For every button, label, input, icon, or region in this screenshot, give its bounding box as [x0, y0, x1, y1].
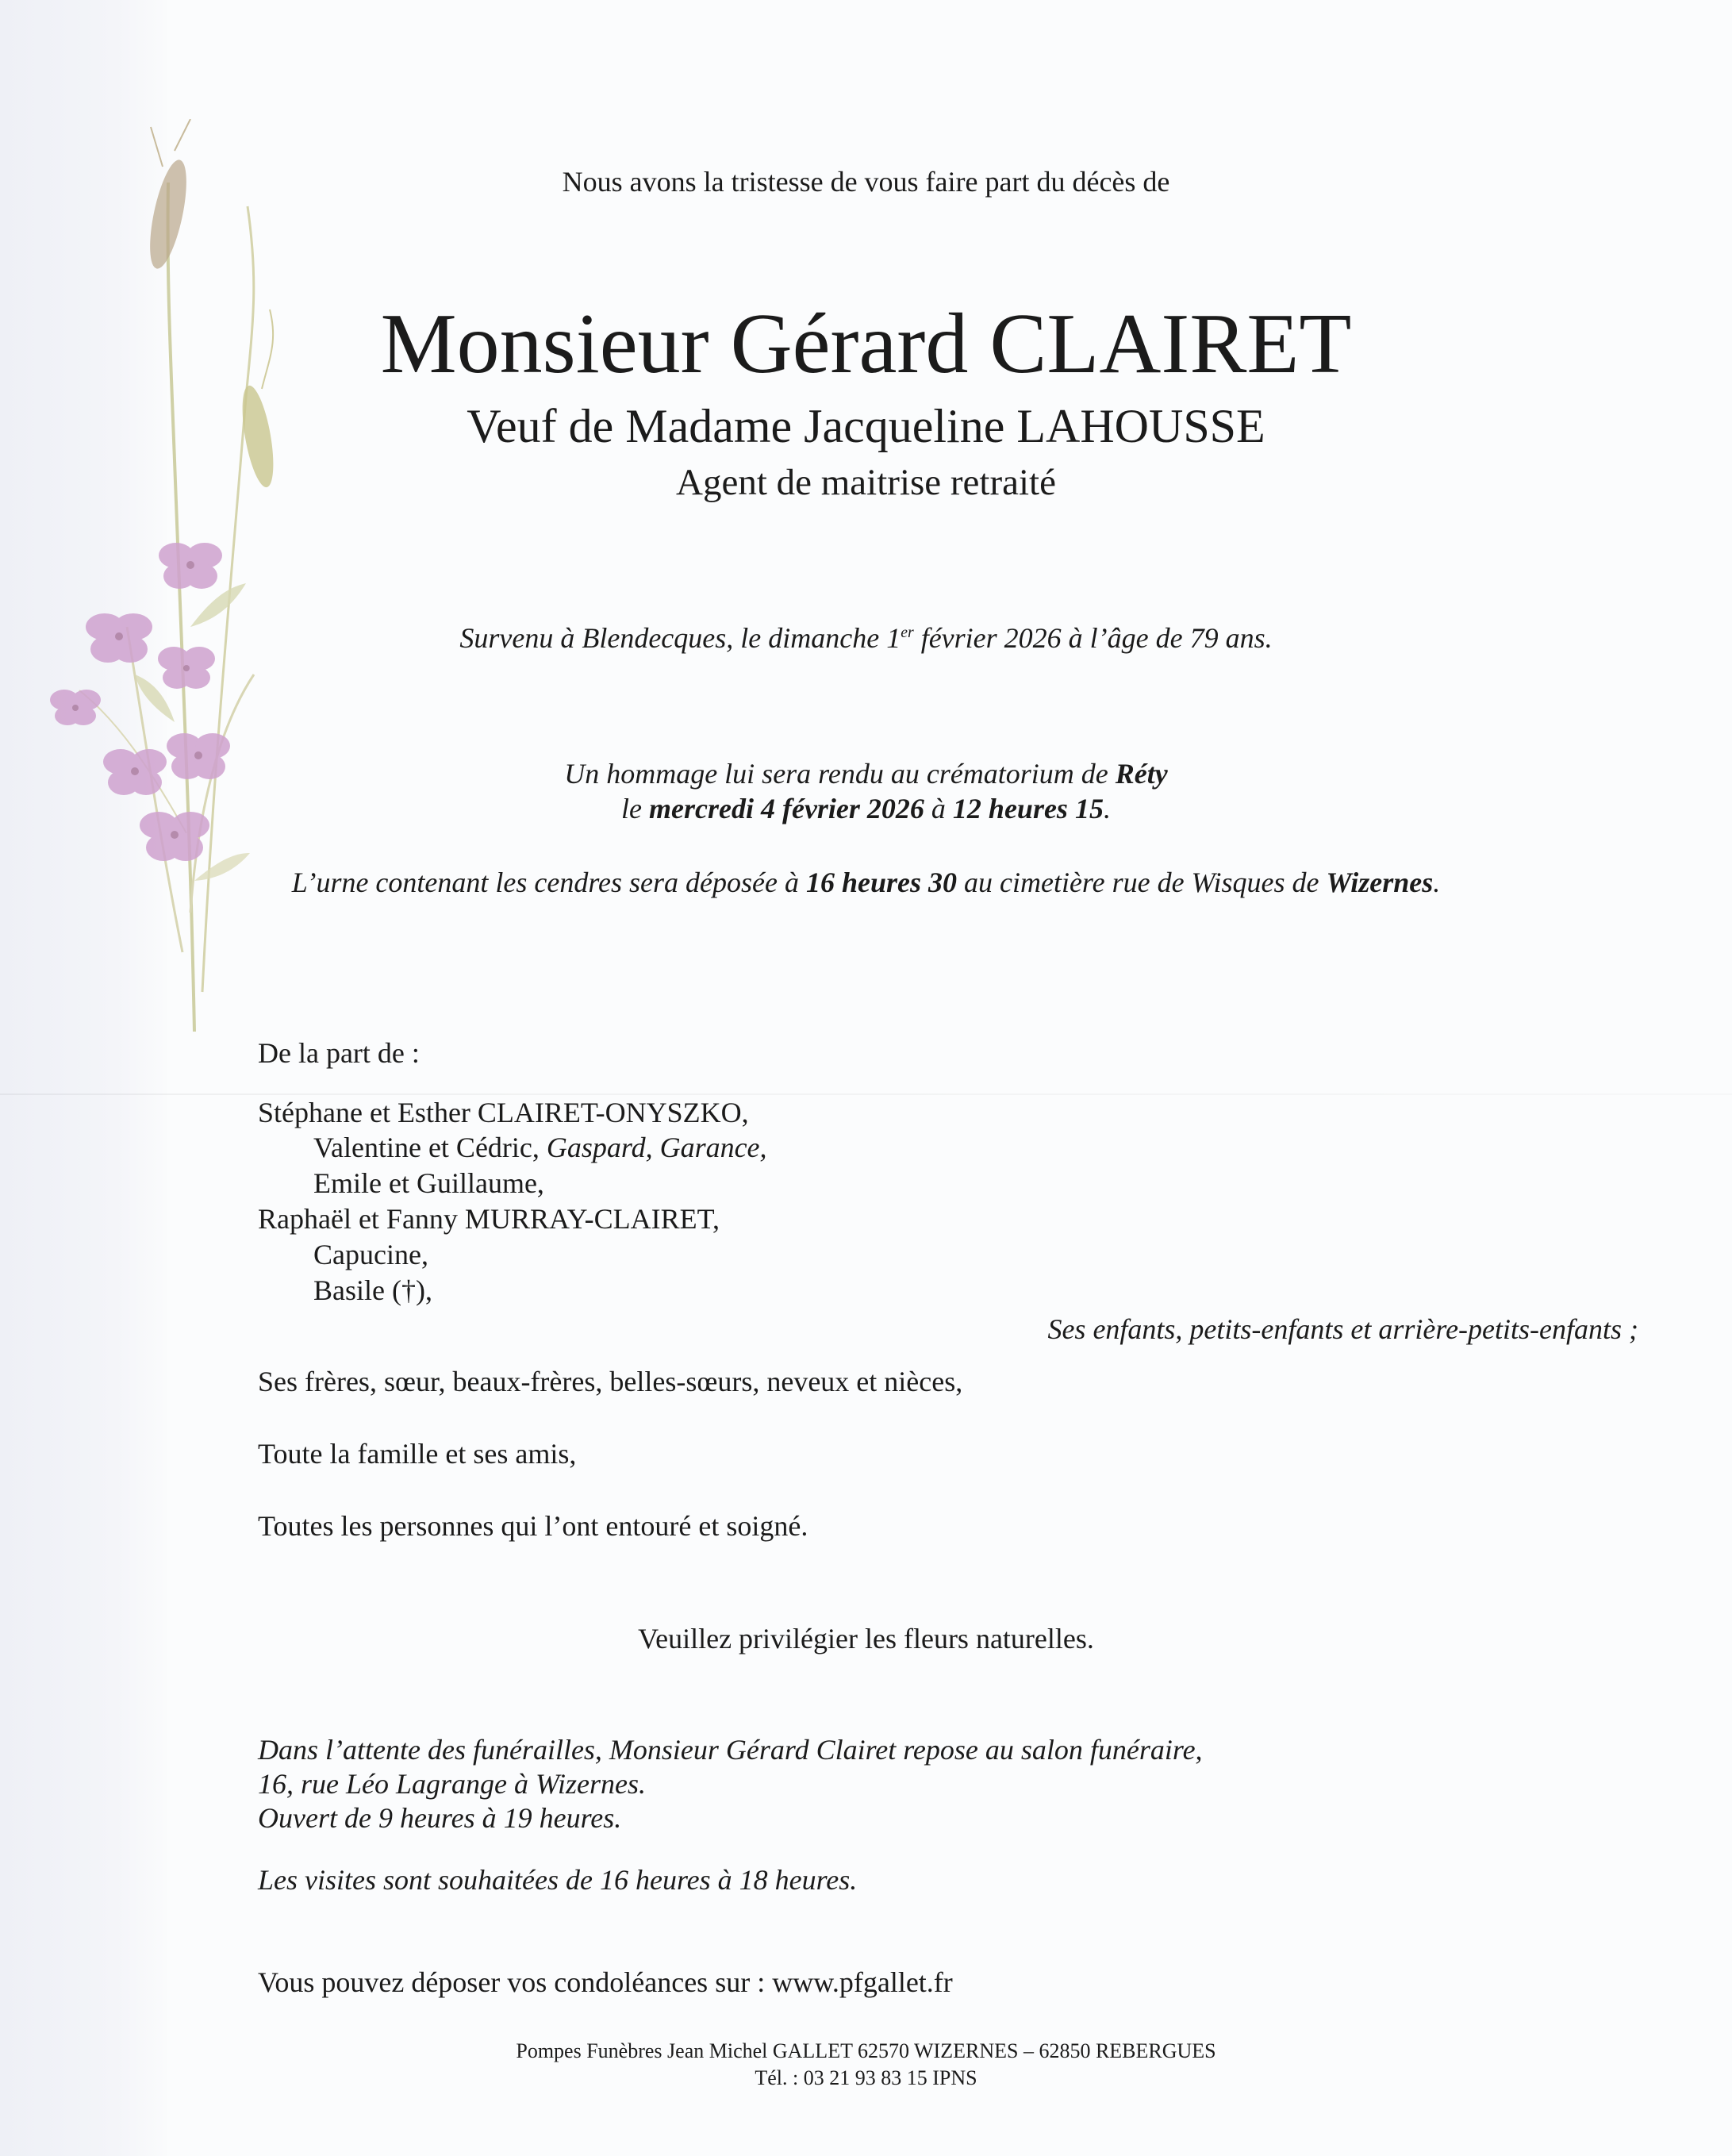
- footer-line-1: Pompes Funèbres Jean Michel GALLET 62570 WIZERNES – 62850 REBERGUES: [516, 2039, 1216, 2062]
- visit-line-3: Ouvert de 9 heures à 19 heures.: [258, 1802, 622, 1834]
- visit-line-2: 16, rue Léo Lagrange à Wizernes.: [258, 1768, 646, 1800]
- visit-line-4: Les visites sont souhaitées de 16 heures à 18 heures.: [258, 1864, 858, 1896]
- intro-text: Nous avons la tristesse de vous faire part du décès de: [562, 166, 1170, 198]
- footer-line-2: Tél. : 03 21 93 83 15 IPNS: [755, 2066, 977, 2089]
- family-role: Ses enfants, petits-enfants et arrière-petits-enfants ;: [1047, 1313, 1638, 1345]
- family-line-4: Raphaël et Fanny MURRAY-CLAIRET,: [258, 1203, 720, 1235]
- friends-line: Toute la famille et ses amis,: [258, 1438, 577, 1470]
- death-info: Survenu à Blendecques, le dimanche 1er février 2026 à l’âge de 79 ans.: [459, 622, 1273, 654]
- paper-fold-line: [0, 1093, 1732, 1095]
- family-line-3: Emile et Guillaume,: [313, 1167, 544, 1199]
- ceremony-line-1: Un hommage lui sera rendu au crématorium de Réty: [564, 758, 1168, 790]
- family-line-6: Basile (†),: [313, 1274, 432, 1306]
- visit-line-1: Dans l’attente des funérailles, Monsieur Gérard Clairet repose au salon funéraire,: [258, 1734, 1203, 1766]
- family-line-2: Valentine et Cédric, Gaspard, Garance,: [313, 1132, 767, 1163]
- family-line-5: Capucine,: [313, 1239, 428, 1270]
- occupation-line: Agent de maitrise retraité: [676, 462, 1056, 503]
- siblings-line: Ses frères, sœur, beaux-frères, belles-sœurs, neveux et nièces,: [258, 1366, 963, 1397]
- flowers-request: Veuillez privilégier les fleurs naturelles.: [638, 1623, 1094, 1654]
- carers-line: Toutes les personnes qui l’ont entouré et soigné.: [258, 1510, 808, 1542]
- from-label: De la part de :: [258, 1037, 420, 1069]
- violet-flower-1: [159, 543, 222, 589]
- widow-line: Veuf de Madame Jacqueline LAHOUSSE: [467, 400, 1265, 452]
- violet-flower-5: [50, 690, 101, 725]
- ceremony-line-2: le mercredi 4 février 2026 à 12 heures 15.: [621, 793, 1111, 824]
- deceased-name: Monsieur Gérard CLAIRET: [380, 297, 1352, 391]
- condolences-line: Vous pouvez déposer vos condoléances sur : www.pfgallet.fr: [258, 1966, 953, 1998]
- urn-line: L’urne contenant les cendres sera déposée à 16 heures 30 au cimetière rue de Wisques de Wizernes.: [291, 867, 1441, 898]
- family-line-1: Stéphane et Esther CLAIRET-ONYSZKO,: [258, 1097, 749, 1128]
